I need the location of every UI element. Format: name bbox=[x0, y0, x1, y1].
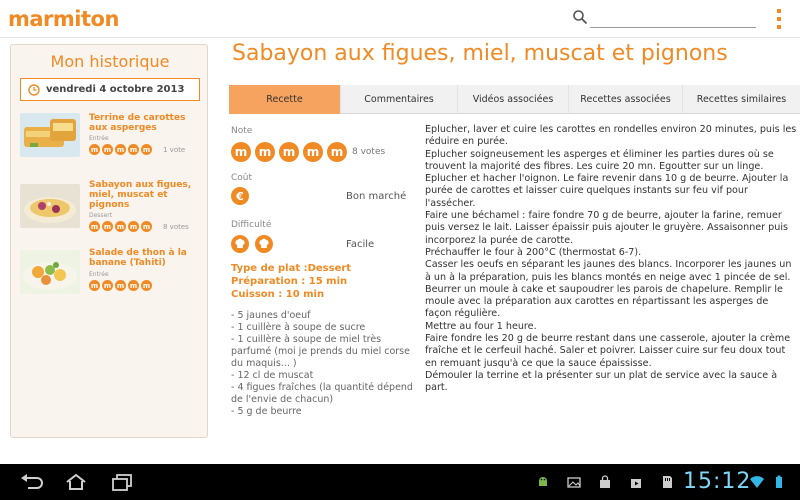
ingredient-item: - 12 cl de muscat bbox=[231, 370, 314, 381]
battery-icon[interactable] bbox=[772, 475, 786, 489]
play-store-icon[interactable] bbox=[629, 475, 643, 489]
history-item-rating bbox=[89, 144, 152, 155]
rating-m-icon: m bbox=[103, 281, 112, 290]
rating-m-icon: m bbox=[142, 145, 151, 154]
ingredients-list bbox=[231, 310, 417, 418]
euro-icon: € bbox=[231, 187, 249, 205]
action-bar bbox=[0, 0, 800, 38]
tab-recette[interactable]: Recette bbox=[229, 85, 341, 114]
app-logo[interactable] bbox=[8, 6, 119, 32]
step-item: Eplucher soigneusement les asperges et éliminer les parties dures où se trouvent la majorité des fibres. Les cuire 20 mn. Egoutter sur un linge. bbox=[425, 148, 774, 172]
rating-m-icon: m bbox=[129, 222, 138, 231]
rating-m-icon: m bbox=[90, 281, 99, 290]
history-item-name: Terrine de carottes aux asperges bbox=[89, 113, 186, 133]
step-item: Faire une béchamel : faire fondre 70 g de beurre, ajouter la farine, remuer puis versez le lait. Laisser épaissir puis ajouter le gruyère. Assaisonner puis incorporez la purée de carotte. bbox=[425, 210, 789, 246]
recipe-meta bbox=[231, 262, 351, 301]
rating-m-icon: m bbox=[129, 281, 138, 290]
rating-m-icon: m bbox=[116, 145, 125, 154]
cout-value: Bon marché bbox=[346, 191, 407, 202]
rating-m-icon: m bbox=[129, 145, 138, 154]
step-item: Beurrer un moule à cake et saupoudrer les parois de chapelure. Remplir le moule avec la préparation aux carottes en répartissant les asperges de façon régulière. bbox=[425, 283, 783, 320]
step-item: Démouler la terrine et la présenter sur un plat de service avec la sauce à part. bbox=[425, 369, 778, 394]
note-label: Note bbox=[231, 126, 253, 136]
preparation-time: Préparation : 15 min bbox=[231, 276, 348, 287]
chef-hat-icon bbox=[231, 235, 249, 253]
sd-card-icon[interactable] bbox=[660, 475, 674, 489]
recipe-title: Sabayon aux figues, miel, muscat et pignons bbox=[232, 41, 728, 66]
shop-bag-icon[interactable] bbox=[598, 475, 612, 489]
overflow-menu-icon[interactable] bbox=[776, 9, 782, 29]
step-item: Préchauffer le four à 200°C (thermostat 6-7). bbox=[425, 246, 642, 258]
rating-m-icon: m bbox=[103, 222, 112, 231]
history-item-name: Salade de thon à la banane (Tahiti) bbox=[89, 248, 187, 268]
app-logo-text: marmiton bbox=[8, 7, 119, 31]
ingredient-item: - 1 cuillère à soupe de sucre bbox=[231, 322, 366, 333]
rating-m-icon: m bbox=[90, 145, 99, 154]
rating-m-icon: m bbox=[327, 142, 347, 162]
history-panel bbox=[10, 44, 208, 438]
terrine-thumbnail bbox=[20, 113, 80, 157]
type-de-plat: Type de plat :Dessert bbox=[231, 263, 352, 274]
sabayon-thumbnail bbox=[20, 184, 80, 228]
history-item-rating bbox=[89, 221, 152, 232]
recipe-tabs bbox=[229, 85, 800, 114]
ingredient-item: - 1 cuillère à soupe de miel très parfumé (moi je prends du miel corse du maquis... ) bbox=[231, 334, 410, 369]
rating-m-icon: m bbox=[116, 281, 125, 290]
recipe-votes: 8 votes bbox=[352, 147, 386, 157]
step-item: Mettre au four 1 heure. bbox=[425, 320, 537, 332]
step-item: Casser les oeufs en séparant les jaunes des blancs. Incorporer les jaunes un à un à la préparation, puis les blancs montés en neige avec 1 pincée de sel. bbox=[425, 259, 792, 283]
history-item-category: Dessert bbox=[89, 212, 113, 219]
system-bar bbox=[0, 464, 800, 500]
history-title: Mon historique bbox=[50, 52, 170, 71]
history-item-category: Entrée bbox=[89, 271, 109, 278]
step-item: Eplucher et hacher l'oignon. Le faire revenir dans 10 g de beurre. Ajouter la purée de carottes et laisser cuire quelques instants sur feu vif pour l'assécher. bbox=[425, 173, 789, 209]
recent-apps-icon[interactable] bbox=[108, 472, 136, 492]
home-icon[interactable] bbox=[62, 472, 90, 492]
history-date-header[interactable] bbox=[20, 78, 200, 101]
history-item[interactable] bbox=[20, 180, 204, 236]
history-item[interactable] bbox=[20, 113, 204, 169]
cout-row bbox=[231, 187, 417, 205]
rating-m-icon: m bbox=[116, 222, 125, 231]
history-item[interactable] bbox=[20, 248, 204, 304]
ingredient-item: - 5 jaunes d'oeuf bbox=[231, 310, 311, 321]
tab-commentaires[interactable]: Commentaires bbox=[341, 85, 458, 114]
salade-thumbnail bbox=[20, 250, 80, 294]
rating-m-icon: m bbox=[142, 281, 151, 290]
chef-hat-icon bbox=[255, 235, 273, 253]
android-debug-icon[interactable] bbox=[536, 475, 550, 489]
search-input[interactable] bbox=[590, 8, 756, 28]
difficulte-row bbox=[231, 235, 417, 253]
system-clock: 15:12 bbox=[683, 469, 752, 494]
step-item: Eplucher, laver et cuire les carottes en rondelles environ 20 minutes, puis les réduire en purée. bbox=[425, 124, 797, 148]
rating-m-icon: m bbox=[142, 222, 151, 231]
wifi-icon[interactable] bbox=[750, 475, 764, 489]
cuisson-time: Cuisson : 10 min bbox=[231, 289, 325, 300]
cout-label: Coût bbox=[231, 173, 253, 183]
difficulte-value: Facile bbox=[346, 239, 375, 250]
gallery-icon[interactable] bbox=[567, 475, 581, 489]
step-item: Faire fondre les 20 g de beurre restant dans une casserole, ajouter la crème fraîche et le cerfeuil haché. Saler et poivrer. Laisser cuire sur feu doux tout en remuant jusqu'à ce que la sauce épaississe. bbox=[425, 333, 791, 369]
difficulte-label: Difficulté bbox=[231, 220, 272, 230]
history-item-rating bbox=[89, 280, 152, 291]
history-item-category: Entrée bbox=[89, 135, 109, 142]
search-icon[interactable] bbox=[572, 9, 588, 25]
rating-m-icon: m bbox=[231, 142, 251, 162]
recipe-steps bbox=[425, 124, 797, 395]
history-item-votes: 1 vote bbox=[163, 146, 186, 154]
tab-videos-associees[interactable]: Vidéos associées bbox=[458, 85, 569, 114]
rating-m-icon: m bbox=[255, 142, 275, 162]
rating-m-icon: m bbox=[90, 222, 99, 231]
history-item-votes: 8 votes bbox=[163, 223, 189, 231]
history-item-name: Sabayon aux figues, miel, muscat et pignons bbox=[89, 180, 192, 210]
rating-m-icon: m bbox=[103, 145, 112, 154]
back-icon[interactable] bbox=[18, 472, 46, 492]
rating-m-icon: m bbox=[303, 142, 323, 162]
tab-recettes-similaires[interactable]: Recettes similaires bbox=[696, 94, 787, 105]
clock-icon bbox=[28, 84, 40, 96]
ingredient-item: - 5 g de beurre bbox=[231, 406, 302, 417]
history-date: vendredi 4 octobre 2013 bbox=[46, 84, 185, 95]
recipe-rating[interactable] bbox=[231, 142, 385, 162]
rating-m-icon: m bbox=[279, 142, 299, 162]
tab-recettes-associees[interactable]: Recettes associées bbox=[569, 85, 683, 114]
ingredient-item: - 4 figues fraîches (la quantité dépend de l'envie de chacun) bbox=[231, 382, 413, 405]
